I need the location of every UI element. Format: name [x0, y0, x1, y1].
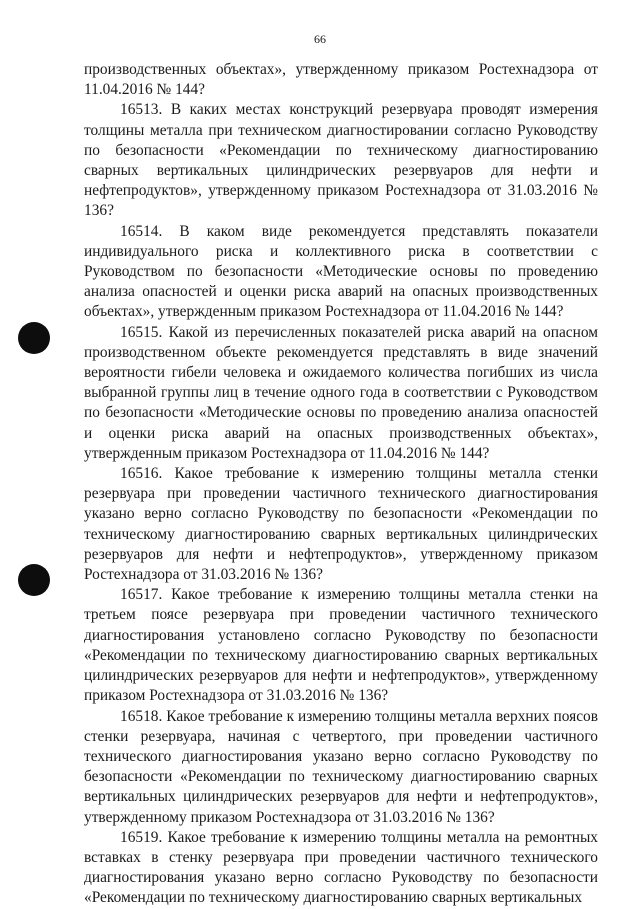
page-number: 66 [314, 32, 326, 46]
question-16518: 16518. Какое требование к измерению толщины металла верхних поясов стенки резервуара, начиная с четвертого, при проведении частичного технического диагностирования указано верно согласно Руководству по безопасности «Рекомендации по техническому диагностированию сварных вертикальных цилиндрических резервуаров для нефти и нефтепродуктов», утвержденному приказом Ростехнадзора от 31.03.2016 № 136? [84, 707, 598, 826]
document-body [84, 60, 598, 909]
paragraph-continuation: производственных объектах», утвержденному приказом Ростехнадзора от 11.04.2016 № 144? [84, 61, 598, 99]
question-16515: 16515. Какой из перечисленных показателей риска аварий на опасном производственном объекте рекомендуется представлять в виде значений вероятности гибели человека и ожидаемого количества погибших из числа выбранной группы лиц в течение одного года в соответствии с Руководством по безопасности «Методические основы по проведению анализа опасностей и оценки риска аварий на опасных производственных объектах», утвержденным приказом Ростехнадзора от 11.04.2016 № 144? [84, 323, 598, 462]
question-16513: 16513. В каких местах конструкций резервуара проводят измерения толщины металла при техническом диагностировании согласно Руководству по безопасности «Рекомендации по техническому диагностированию сварных вертикальных цилиндрических резервуаров для нефти и нефтепродуктов», утвержденному приказом Ростехнадзора от 31.03.2016 № 136? [84, 101, 598, 220]
question-16519: 16519. Какое требование к измерению толщины металла на ремонтных вставках в стенку резервуара при проведении частичного технического диагностирования указано верно согласно Руководству по безопасности «Рекомендации по техническому диагностированию сварных вертикальных [84, 828, 598, 907]
question-16514: 16514. В каком виде рекомендуется представлять показатели индивидуального риска и коллективного риска в соответствии с Руководством по безопасности «Методические основы по проведению анализа опасностей и оценки риска аварий на опасных производственных объектах», утвержденным приказом Ростехнадзора от 11.04.2016 № 144? [84, 222, 598, 321]
question-16517: 16517. Какое требование к измерению толщины металла стенки на третьем поясе резервуара при проведении частичного технического диагностирования установлено согласно Руководству по безопасности «Рекомендации по техническому диагностированию сварных вертикальных цилиндрических резервуаров для нефти и нефтепродуктов», утвержденному приказом Ростехнадзора от 31.03.2016 № 136? [84, 586, 598, 705]
question-16516: 16516. Какое требование к измерению толщины металла стенки резервуара при проведении частичного технического диагностирования указано верно согласно Руководству по безопасности «Рекомендации по техническому диагностированию сварных вертикальных цилиндрических резервуаров для нефти и нефтепродуктов», утвержденному приказом Ростехнадзора от 31.03.2016 № 136? [84, 465, 598, 584]
punch-hole-mark [18, 322, 50, 354]
punch-hole-mark [18, 564, 50, 596]
